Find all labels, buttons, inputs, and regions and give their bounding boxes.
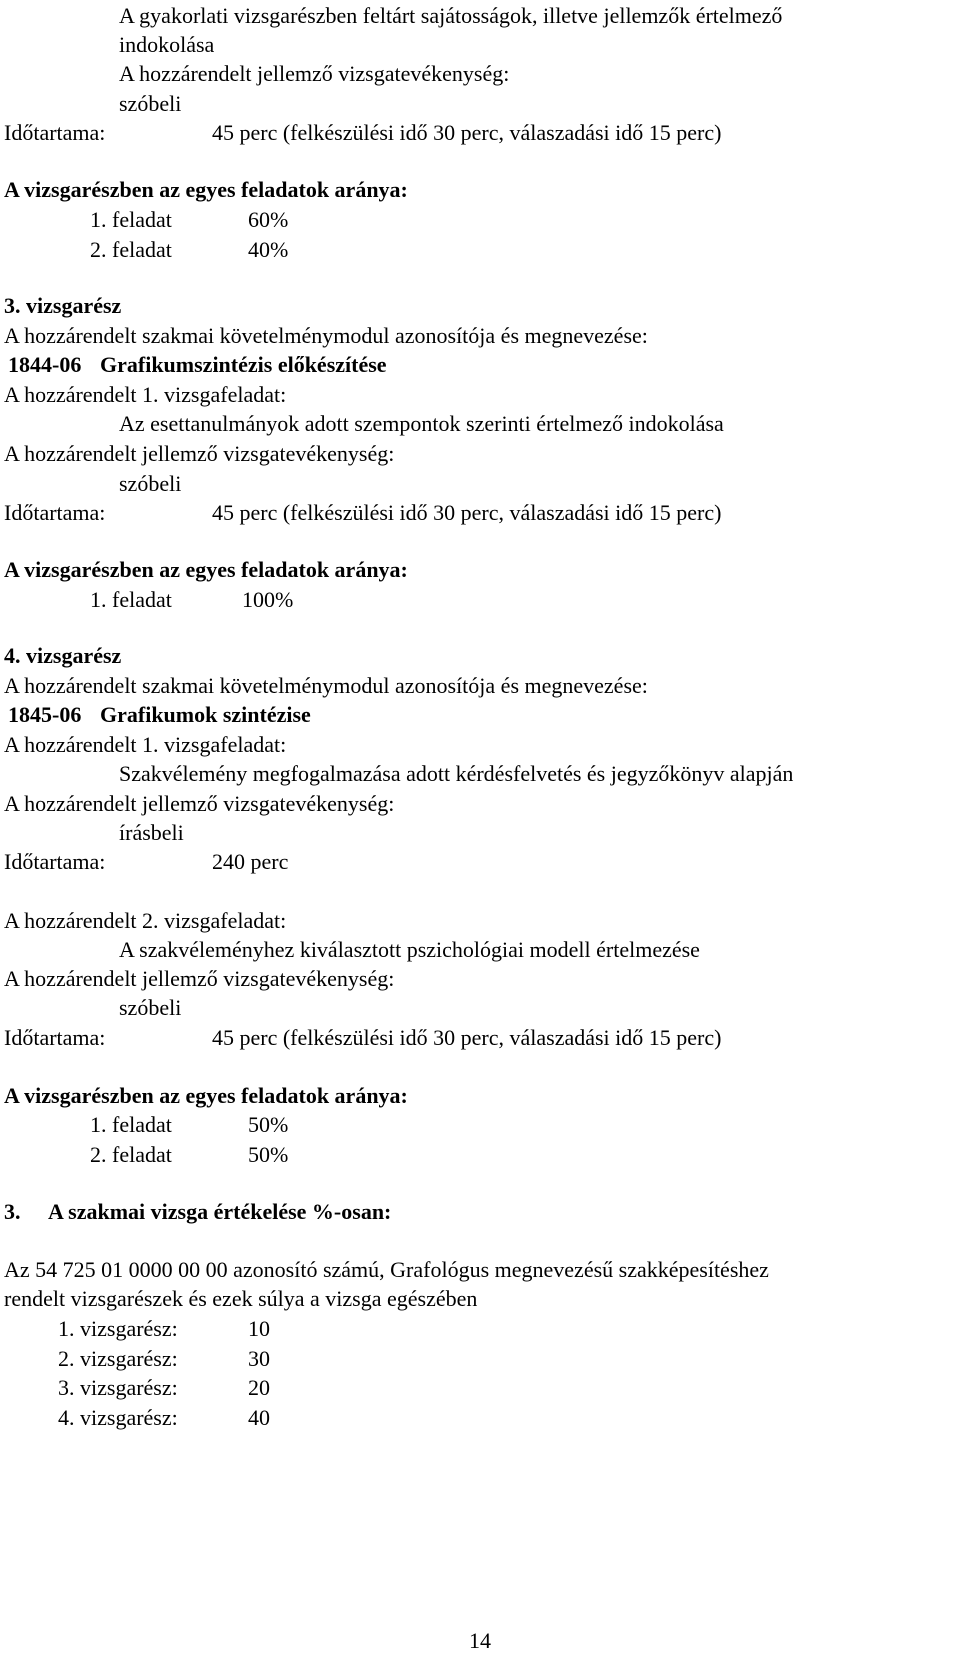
part3-task-1-pct: 100% <box>242 587 294 612</box>
part3-task-value: Az esettanulmányok adott szempontok szerinti értelmező indokolása <box>119 411 724 436</box>
part3-duration-label: Időtartama: <box>4 500 106 525</box>
intro-activity-label: A hozzárendelt jellemző vizsgatevékenység: <box>119 61 510 86</box>
intro-line-2: indokolása <box>119 32 215 57</box>
intro-line-1: A gyakorlati vizsgarészben feltárt sajátosságok, illetve jellemzők értelmező <box>119 3 783 28</box>
part4-duration1-value: 240 perc <box>212 849 289 874</box>
part3-heading: 3. vizsgarész <box>4 293 122 318</box>
intro-task-2-label: 2. feladat <box>90 237 172 262</box>
weight-2-value: 30 <box>248 1346 270 1371</box>
page-number: 14 <box>469 1628 491 1653</box>
part3-ratio-heading: A vizsgarészben az egyes feladatok aránya: <box>4 557 408 582</box>
part4-activity2-value: szóbeli <box>119 995 182 1020</box>
weight-3-label: 3. vizsgarész: <box>58 1375 178 1400</box>
intro-task-1-label: 1. feladat <box>90 207 172 232</box>
weight-4-label: 4. vizsgarész: <box>58 1405 178 1430</box>
part4-duration2-value: 45 perc (felkészülési idő 30 perc, válaszadási idő 15 perc) <box>212 1025 722 1050</box>
intro-duration-label: Időtartama: <box>4 120 106 145</box>
part3-module-id: 1844-06 <box>8 352 82 377</box>
part3-task-label: A hozzárendelt 1. vizsgafeladat: <box>4 382 287 407</box>
part4-task-2-label: 2. feladat <box>90 1142 172 1167</box>
part3-module-label: A hozzárendelt szakmai követelménymodul azonosítója és megnevezése: <box>4 323 648 348</box>
part4-task-2-pct: 50% <box>248 1142 289 1167</box>
weight-1-label: 1. vizsgarész: <box>58 1316 178 1341</box>
part3-task-1-label: 1. feladat <box>90 587 172 612</box>
part4-activity2-label: A hozzárendelt jellemző vizsgatevékenység: <box>4 966 395 991</box>
weight-3-value: 20 <box>248 1375 270 1400</box>
part4-duration2-label: Időtartama: <box>4 1025 106 1050</box>
part3-duration-value: 45 perc (felkészülési idő 30 perc, válaszadási idő 15 perc) <box>212 500 722 525</box>
part4-task-1-label: 1. feladat <box>90 1112 172 1137</box>
part4-task1-label: A hozzárendelt 1. vizsgafeladat: <box>4 732 287 757</box>
weight-4-value: 40 <box>248 1405 270 1430</box>
evaluation-number: 3. <box>4 1199 21 1224</box>
part3-activity-label: A hozzárendelt jellemző vizsgatevékenység: <box>4 441 395 466</box>
evaluation-paragraph-line-1: Az 54 725 01 0000 00 00 azonosító számú, Grafológus megnevezésű szakképesítéshez <box>4 1257 769 1282</box>
part4-ratio-heading: A vizsgarészben az egyes feladatok aránya: <box>4 1083 408 1108</box>
part4-activity1-label: A hozzárendelt jellemző vizsgatevékenység: <box>4 791 395 816</box>
part4-module-id: 1845-06 <box>8 702 82 727</box>
part3-activity-value: szóbeli <box>119 471 182 496</box>
part4-duration1-label: Időtartama: <box>4 849 106 874</box>
part4-module-label: A hozzárendelt szakmai követelménymodul azonosítója és megnevezése: <box>4 673 648 698</box>
part4-activity1-value: írásbeli <box>119 820 184 845</box>
weight-2-label: 2. vizsgarész: <box>58 1346 178 1371</box>
evaluation-heading: A szakmai vizsga értékelése %-osan: <box>48 1199 392 1224</box>
part4-task2-label: A hozzárendelt 2. vizsgafeladat: <box>4 908 287 933</box>
intro-activity-value: szóbeli <box>119 91 182 116</box>
part4-task2-value: A szakvéleményhez kiválasztott pszichológiai modell értelmezése <box>119 937 700 962</box>
evaluation-paragraph-line-2: rendelt vizsgarészek és ezek súlya a vizsga egészében <box>4 1286 478 1311</box>
weight-1-value: 10 <box>248 1316 270 1341</box>
part4-heading: 4. vizsgarész <box>4 643 122 668</box>
intro-task-1-pct: 60% <box>248 207 289 232</box>
part4-task1-value: Szakvélemény megfogalmazása adott kérdésfelvetés és jegyzőkönyv alapján <box>119 761 794 786</box>
part4-task-1-pct: 50% <box>248 1112 289 1137</box>
intro-duration-value: 45 perc (felkészülési idő 30 perc, válaszadási idő 15 perc) <box>212 120 722 145</box>
part3-module-name: Grafikumszintézis előkészítése <box>100 352 387 377</box>
intro-ratio-heading: A vizsgarészben az egyes feladatok aránya: <box>4 177 408 202</box>
part4-module-name: Grafikumok szintézise <box>100 702 311 727</box>
intro-task-2-pct: 40% <box>248 237 289 262</box>
